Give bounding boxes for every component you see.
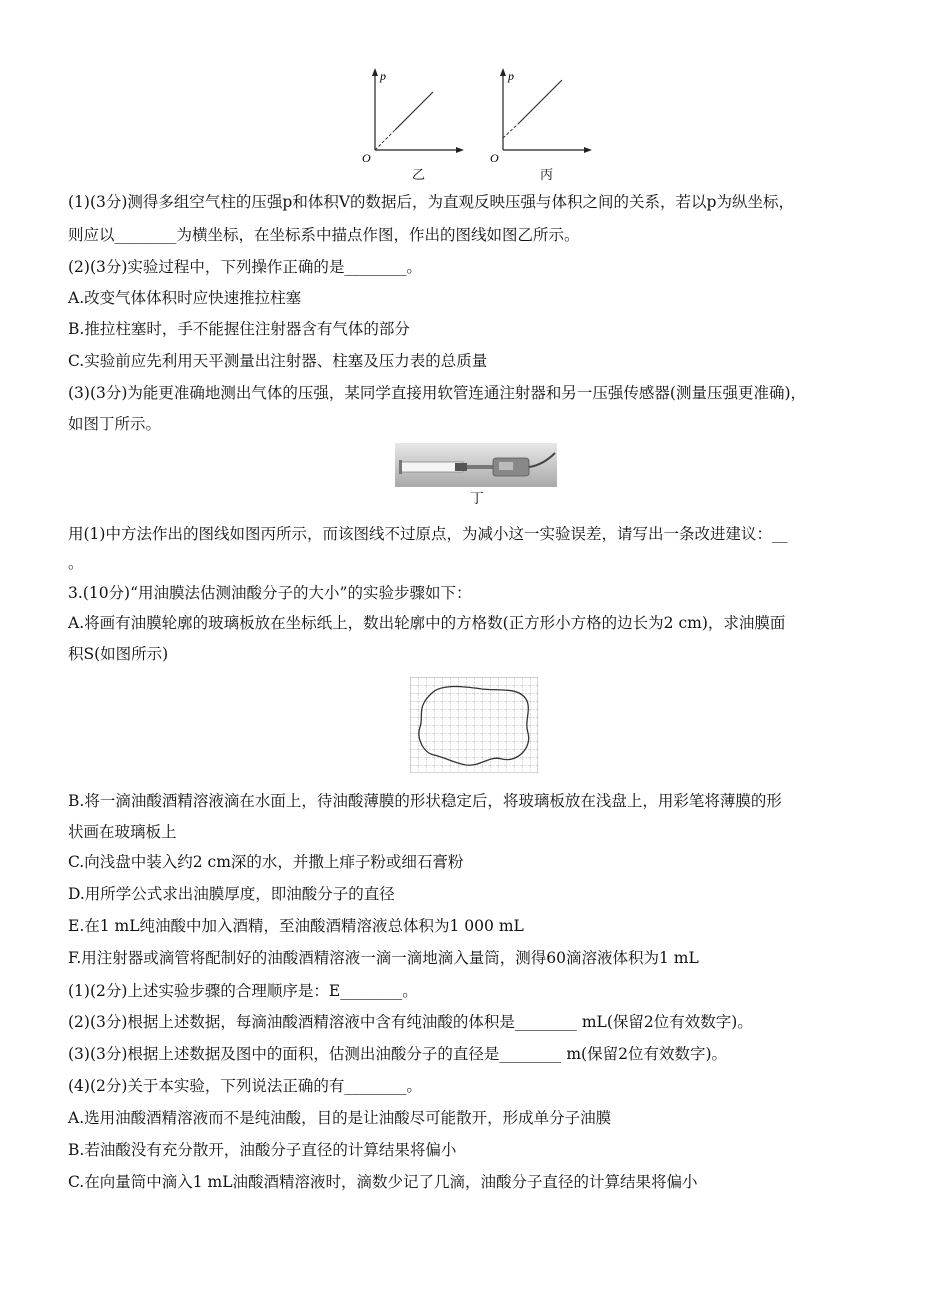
text-line-2: 则应以________为横坐标，在坐标系中描点作图，作出的图线如图乙所示。 — [68, 226, 580, 244]
text-line-17: D.用所学公式求出油膜厚度，即油酸分子的直径 — [68, 885, 395, 903]
text-line-3: (2)(3分)实验过程中，下列操作正确的是________。 — [68, 258, 422, 276]
graph-bing-origin: O — [490, 151, 499, 165]
text-line-26: C.在向量筒中滴入1 mL油酸酒精溶液时，滴数少记了几滴，油酸分子直径的计算结果将偏小 — [68, 1173, 698, 1191]
graph-yi-axis-label: p — [380, 69, 386, 83]
text-line-15: 状画在玻璃板上 — [68, 823, 177, 841]
text-line-20: (1)(2分)上述实验步骤的合理顺序是：E________。 — [68, 982, 418, 1000]
text-line-9: 用(1)中方法作出的图线如图丙所示，而该图线不过原点，为减小这一实验误差，请写出一条改进建议：__ — [68, 525, 788, 543]
graph-yi-caption: 乙 — [412, 168, 426, 183]
text-line-23: (4)(2分)关于本实验，下列说法正确的有________。 — [68, 1077, 422, 1095]
text-line-19: F.用注射器或滴管将配制好的油酸酒精溶液一滴一滴地滴入量筒，测得60滴溶液体积为1 mL — [68, 949, 699, 967]
text-line-18: E.在1 mL纯油酸中加入酒精，至油酸酒精溶液总体积为1 000 mL — [68, 917, 524, 935]
text-line-22: (3)(3分)根据上述数据及图中的面积，估测出油酸分子的直径是________ m(保留2位有效数字)。 — [68, 1045, 727, 1063]
text-line-14: B.将一滴油酸酒精溶液滴在水面上，待油酸薄膜的形状稳定后，将玻璃板放在浅盘上，用彩笔将薄膜的形 — [68, 792, 782, 810]
text-line-21: (2)(3分)根据上述数据，每滴油酸酒精溶液中含有纯油酸的体积是________ mL(保留2位有效数字)。 — [68, 1013, 753, 1031]
text-line-25: B.若油酸没有充分散开，油酸分子直径的计算结果将偏小 — [68, 1141, 457, 1159]
graph-yi-origin: O — [362, 151, 371, 165]
text-line-1: (1)(3分)测得多组空气柱的压强p和体积V的数据后，为直观反映压强与体积之间的关系，若以p为纵坐标， — [68, 193, 794, 211]
oil-film-grid — [410, 677, 538, 773]
text-line-12: A.将画有油膜轮廓的玻璃板放在坐标纸上，数出轮廓中的方格数(正方形小方格的边长为2 cm)，求油膜面 — [68, 614, 786, 632]
graph-yi — [360, 66, 470, 180]
graph-bing — [488, 66, 598, 180]
text-line-4: A.改变气体体积时应快速推拉柱塞 — [68, 289, 302, 307]
text-line-24: A.选用油酸酒精溶液而不是纯油酸，目的是让油酸尽可能散开，形成单分子油膜 — [68, 1109, 612, 1127]
text-line-13: 积S(如图所示) — [68, 645, 169, 663]
text-line-6: C.实验前应先利用天平测量出注射器、柱塞及压力表的总质量 — [68, 352, 488, 370]
text-line-5: B.推拉柱塞时，手不能握住注射器含有气体的部分 — [68, 320, 410, 338]
text-line-16: C.向浅盘中装入约2 cm深的水，并撒上痱子粉或细石膏粉 — [68, 853, 464, 871]
syringe-sensor-photo — [395, 443, 557, 487]
text-line-7: (3)(3分)为能更准确地测出气体的压强，某同学直接用软管连通注射器和另一压强传感器(测量压强更准确)， — [68, 384, 807, 402]
graph-bing-caption: 丙 — [540, 168, 554, 183]
graph-bing-axis-label: p — [508, 69, 514, 83]
text-line-10: 。 — [68, 554, 84, 572]
text-line-8: 如图丁所示。 — [68, 415, 162, 433]
text-line-11: 3.(10分)“用油膜法估测油酸分子的大小”的实验步骤如下： — [68, 584, 472, 602]
photo-caption: 丁 — [470, 491, 484, 507]
